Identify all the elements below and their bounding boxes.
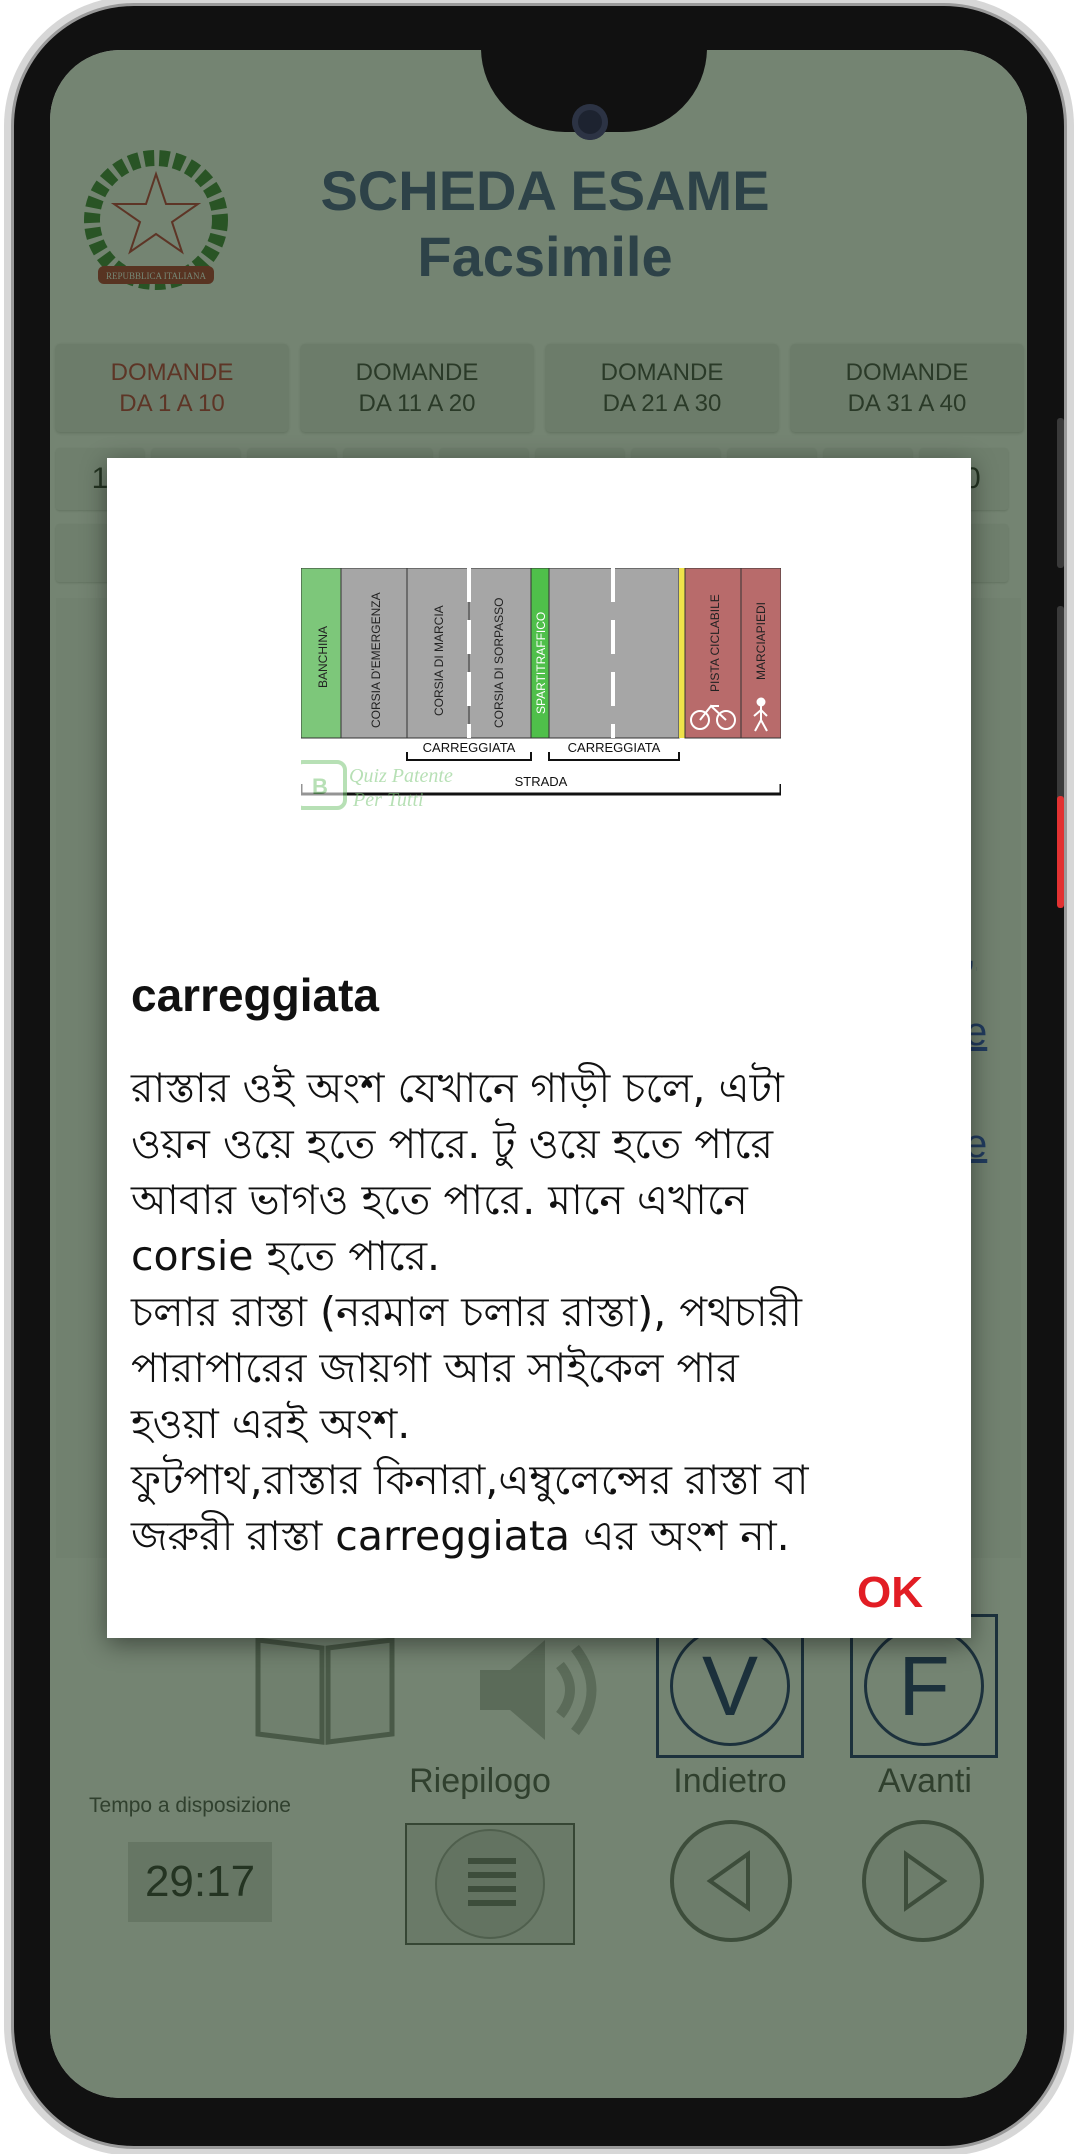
side-button <box>1057 606 1064 816</box>
svg-text:Quiz Patente: Quiz Patente <box>349 765 453 787</box>
dialog-title: carreggiata <box>131 969 380 1021</box>
lane-label: SPARTITRAFFICO <box>534 611 548 714</box>
watermark-logo <box>301 762 453 811</box>
road-diagram <box>301 568 781 818</box>
carreggiata-left-label: CARREGGIATA <box>422 740 516 755</box>
power-button <box>1057 796 1064 908</box>
definition-dialog <box>107 458 971 1638</box>
svg-text:Per Tutti: Per Tutti <box>353 789 424 811</box>
lane-label: MARCIAPIEDI <box>754 601 768 680</box>
lane-label: CORSIA DI MARCIA <box>432 605 446 716</box>
ok-button[interactable]: OK <box>857 1568 923 1617</box>
lane-label: CORSIA D'EMERGENZA <box>369 592 383 728</box>
lane-label: PISTA CICLABILE <box>708 594 722 692</box>
screen <box>50 50 1027 2098</box>
lane-label: BANCHINA <box>316 625 330 688</box>
side-button <box>1057 418 1064 568</box>
lane-label: CORSIA DI SORPASSO <box>492 597 506 728</box>
strada-label: STRADA <box>514 774 568 789</box>
carreggiata-right-label: CARREGGIATA <box>567 740 661 755</box>
dialog-body-text: রাস্তার ওই অংশ যেখানে গাড়ী চলে, এটা ওয়ন ওয়ে হতে পারে. টু ওয়ে হতে পারে আবার ভাগও হতে পারে. মানে এখানে corsie হতে পারে. চলার রাস্তা (নরমাল চলার রাস্তা), পথচারী পারাপারের জায়গা আর সাইকেল পার হওয়া এরই অংশ. ফুটপাথ,রাস্তার কিনারা,এম্বুলেন্সের রাস্তা বা জরুরী রাস্তা carreggiata এর অংশ না. <box>131 1064 809 1560</box>
svg-text:B: B <box>312 774 328 799</box>
camera-icon <box>572 104 608 140</box>
